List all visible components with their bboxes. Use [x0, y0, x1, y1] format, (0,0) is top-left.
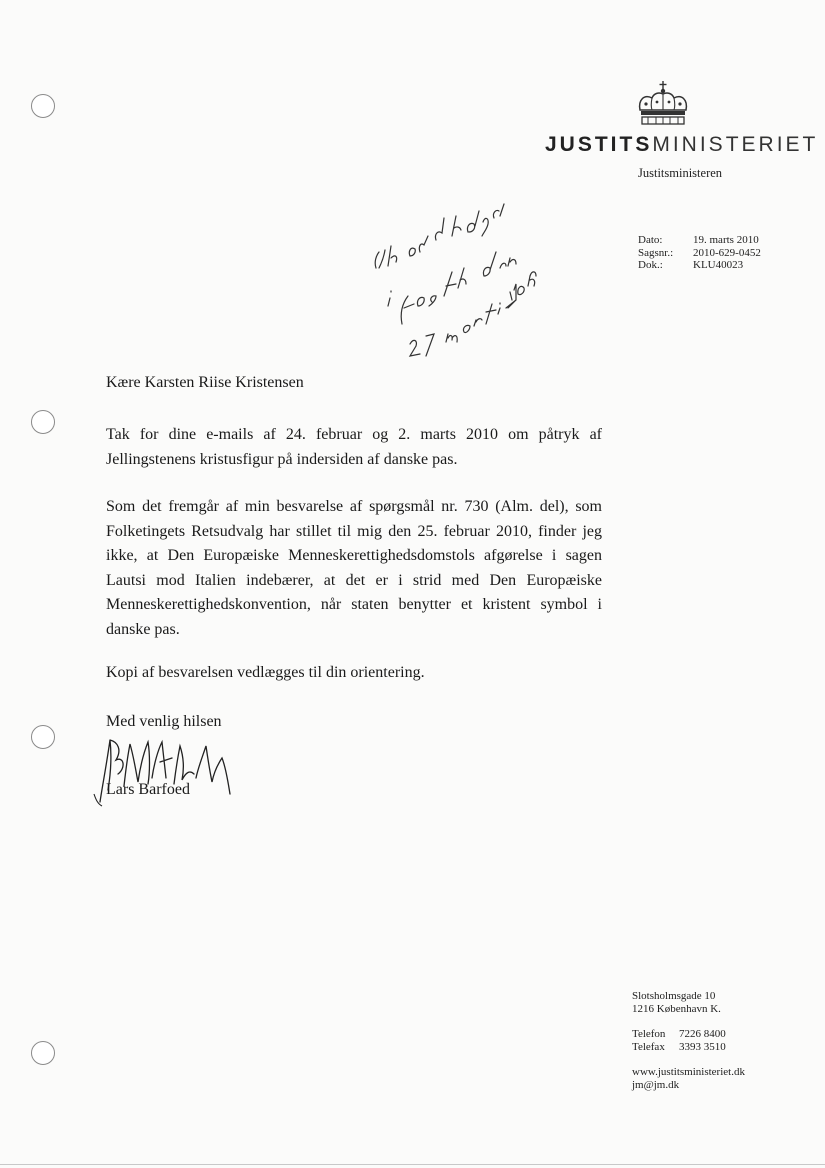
paragraph: Som det fremgår af min besvarelse af spørgsmål nr. 730 (Alm. del), som Folketingets Retsudvalg har stillet til mig den 25. februar 2010, finder jeg ikke, at Den Europæiske Menneskerettighedsdomstols afgørelse i sagen Lautsi mod Italien indebærer, at det er i strid med Den Europæiske Menneskerettighedskonvention, når staten benytter et kristent symbol i danske pas. — [106, 498, 602, 638]
meta-row — [638, 234, 761, 247]
reference-block — [638, 234, 761, 272]
handwritten-note-text — [358, 196, 359, 197]
fax-line — [632, 1041, 726, 1054]
fax-number: 3393 3510 — [679, 1041, 726, 1053]
email: jm@jm.dk — [632, 1079, 680, 1091]
punch-hole — [31, 94, 55, 118]
punch-hole — [31, 725, 55, 749]
crown-logo-icon — [634, 80, 692, 126]
website: www.justitsministeriet.dk — [632, 1066, 745, 1078]
phone-line — [632, 1028, 726, 1041]
handwritten-receipt-note — [358, 196, 548, 366]
meta-value: 2010-629-0452 — [693, 246, 761, 259]
signatory-name: Lars Barfoed — [106, 781, 190, 798]
closing: Med venlig hilsen — [106, 713, 222, 730]
punch-hole — [31, 410, 55, 434]
meta-label: Dok.: — [638, 259, 663, 271]
wordmark-rest: MINISTERIET — [652, 133, 819, 156]
web-contact — [632, 1066, 745, 1092]
fax-label: Telefax — [632, 1041, 665, 1053]
punch-hole — [31, 1041, 55, 1065]
ministry-wordmark — [545, 133, 818, 157]
address-city: 1216 København K. — [632, 1003, 721, 1015]
phone-number: 7226 8400 — [679, 1028, 726, 1040]
handwritten-note-drawing — [358, 196, 548, 366]
phone-label: Telefon — [632, 1028, 666, 1040]
sender-title: Justitsministeren — [638, 166, 723, 180]
meta-label: Sagsnr.: — [638, 246, 674, 259]
meta-value: KLU40023 — [693, 259, 744, 271]
salutation: Kære Karsten Riise Kristensen — [106, 374, 304, 391]
wordmark-bold: JUSTITS — [545, 133, 653, 156]
meta-value: 19. marts 2010 — [693, 234, 759, 246]
meta-row — [638, 247, 761, 260]
page-edge — [0, 1164, 825, 1165]
address-street: Slotsholmsgade 10 — [632, 990, 716, 1002]
paragraph: Tak for dine e-mails af 24. februar og 2. marts 2010 om påtryk af Jellingstenens kristusfigur på indersiden af danske pas. — [106, 426, 602, 468]
meta-row — [638, 259, 761, 272]
contact-numbers — [632, 1028, 726, 1054]
address-block — [632, 990, 721, 1016]
meta-label: Dato: — [638, 234, 663, 246]
paragraph: Kopi af besvarelsen vedlægges til din orientering. — [106, 664, 425, 681]
